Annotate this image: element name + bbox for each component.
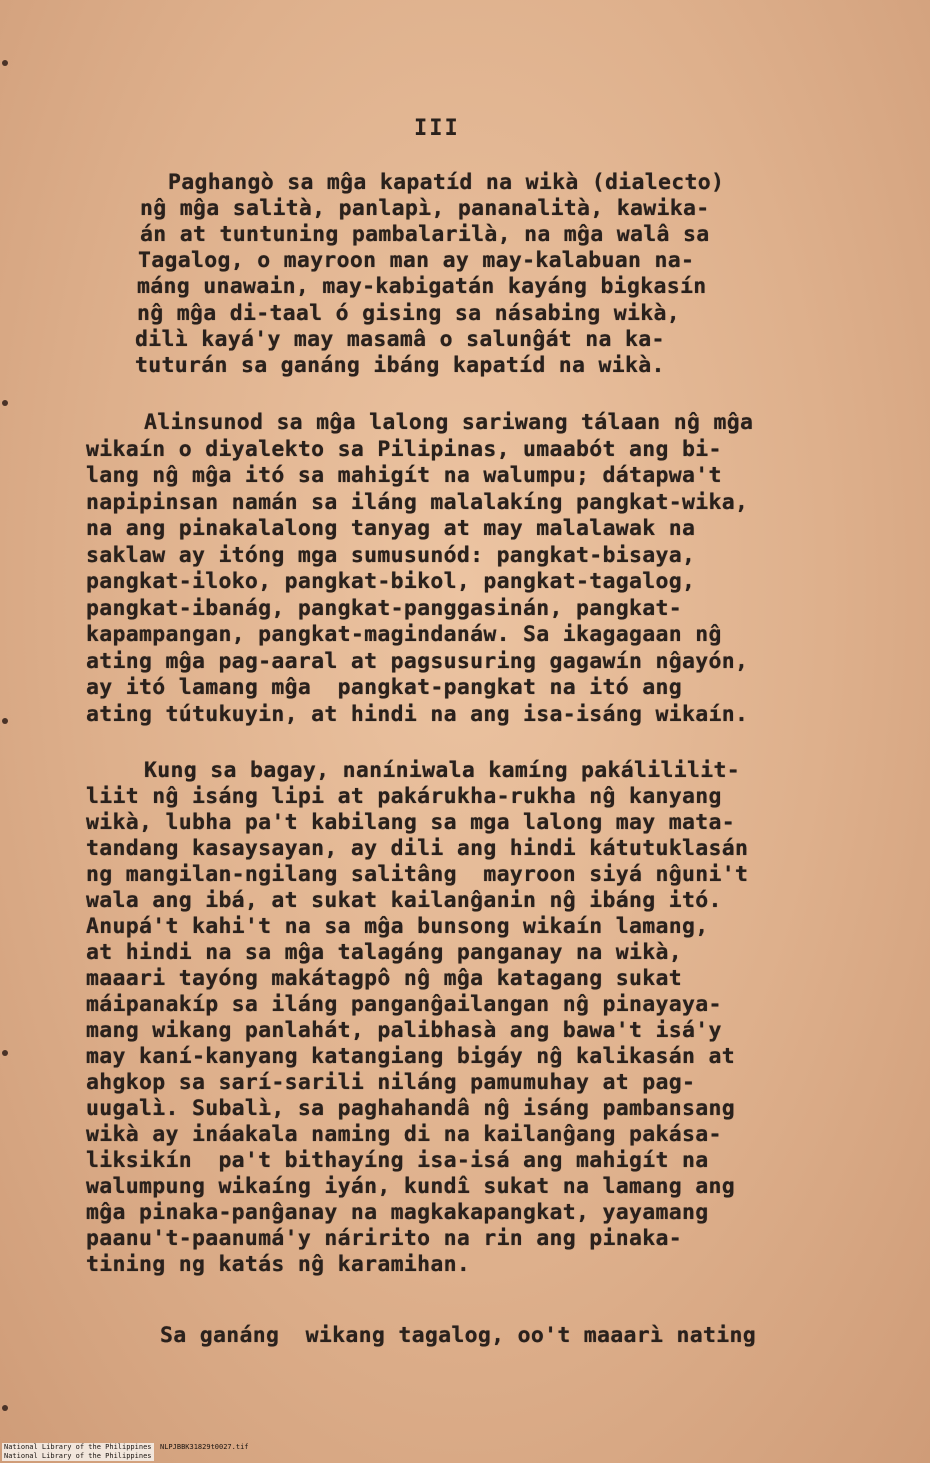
text-line: kapampangan, pangkat-magindanáw. Sa ikagagaan nĝ <box>86 622 722 647</box>
text-line: tandang kasaysayan, ay dili ang hindi kátutuklasán <box>86 836 749 861</box>
binding-hole <box>2 60 8 66</box>
text-line: tuturán sa ganáng ibáng kapatíd na wikà. <box>135 353 665 378</box>
text-line: Sa ganáng wikang tagalog, oo't maaarì nating <box>160 1323 756 1348</box>
text-line: uugalì. Subalì, sa paghahandâ nĝ isáng pambansang <box>86 1096 735 1121</box>
text-line: lang nĝ mĝa itó sa mahigít na walumpu; dátapwa't <box>86 463 722 488</box>
footer-library-line-2: National Library of the Philippines <box>4 1452 152 1460</box>
text-line: at hindi na sa mĝa talagáng panganay na wikà, <box>86 940 682 965</box>
text-line: án at tuntuning pambalarilà, na mĝa walâ sa <box>140 222 710 247</box>
text-line: pangkat-iloko, pangkat-bikol, pangkat-tagalog, <box>86 569 696 594</box>
text-line: wala ang ibá, at sukat kailanĝanin nĝ ibáng itó. <box>86 888 722 913</box>
text-line: ng mangilan-ngilang salitâng mayroon siyá nĝuni't <box>86 862 749 887</box>
text-line: pangkat-ibanág, pangkat-panggasinán, pangkat- <box>86 596 682 621</box>
text-line: tining ng katás nĝ karamihan. <box>86 1252 471 1277</box>
text-line: Alinsunod sa mĝa lalong sariwang tálaan nĝ mĝa <box>144 410 754 435</box>
text-line: napipinsan namán sa iláng malalakíng pangkat-wika, <box>86 490 749 515</box>
text-line: Tagalog, o mayroon man ay may-kalabuan na- <box>138 248 695 273</box>
text-line: Paghangò sa mĝa kapatíd na wikà (dialecto) <box>168 170 725 195</box>
text-line: Anupá't kahi't na sa mĝa bunsong wikaín lamang, <box>86 914 709 939</box>
binding-hole <box>2 1050 8 1056</box>
footer-filename: NLPJBBK31829t0027.tif <box>160 1443 249 1451</box>
text-line: saklaw ay itóng mga sumusunód: pangkat-bisaya, <box>86 543 696 568</box>
page-number: III <box>414 116 460 141</box>
text-line: liksikín pa't bithayíng isa-isá ang mahigít na <box>86 1148 709 1173</box>
text-line: walumpung wikaíng iyán, kundî sukat na lamang ang <box>86 1174 735 1199</box>
text-line: ating tútukuyin, at hindi na ang isa-isáng wikaín. <box>86 702 749 727</box>
text-line: Kung sa bagay, naníniwala kamíng pakálililit- <box>144 758 740 783</box>
text-line: liit nĝ isáng lipi at pakárukha-rukha nĝ kanyang <box>86 784 722 809</box>
text-line: nĝ mĝa salità, panlapì, pananalità, kawika- <box>140 196 710 221</box>
text-line: wikà ay ináakala naming di na kailanĝang pakása- <box>86 1122 722 1147</box>
text-line: maaari tayóng makátagpô nĝ mĝa katagang sukat <box>86 966 682 991</box>
text-line: mang wikang panlahát, palibhasà ang bawa't isá'y <box>86 1018 722 1043</box>
text-line: may kaní-kanyang katangiang bigáy nĝ kalikasán at <box>86 1044 735 1069</box>
text-line: máipanakíp sa iláng panganĝailangan nĝ pinayaya- <box>86 992 722 1017</box>
archive-footer <box>2 1443 249 1461</box>
text-line: dilì kayá'y may masamâ o salunĝát na ka- <box>135 327 665 352</box>
text-line: ay itó lamang mĝa pangkat-pangkat na itó ang <box>86 675 682 700</box>
text-line: paanu't-paanumá'y náririto na rin ang pinaka- <box>86 1226 682 1251</box>
text-line: na ang pinakalalong tanyag at may malalawak na <box>86 516 696 541</box>
text-line: wikà, lubha pa't kabilang sa mga lalong may mata- <box>86 810 735 835</box>
text-line: máng unawain, may-kabigatán kayáng bigkasín <box>137 274 707 299</box>
binding-hole <box>2 400 8 406</box>
text-line: nĝ mĝa di-taal ó gising sa násabing wikà, <box>137 301 681 326</box>
footer-library-line-1: National Library of the Philippines <box>4 1443 152 1451</box>
binding-hole <box>2 1405 8 1411</box>
text-line: ating mĝa pag-aaral at pagsusuring gagawín nĝayón, <box>86 649 749 674</box>
text-line: wikaín o diyalekto sa Pilipinas, umaabót ang bi- <box>86 437 722 462</box>
binding-hole <box>2 718 8 724</box>
text-line: ahgkop sa sarí-sarili niláng pamumuhay at pag- <box>86 1070 696 1095</box>
text-line: mĝa pinaka-panĝanay na magkakapangkat, yayamang <box>86 1200 709 1225</box>
